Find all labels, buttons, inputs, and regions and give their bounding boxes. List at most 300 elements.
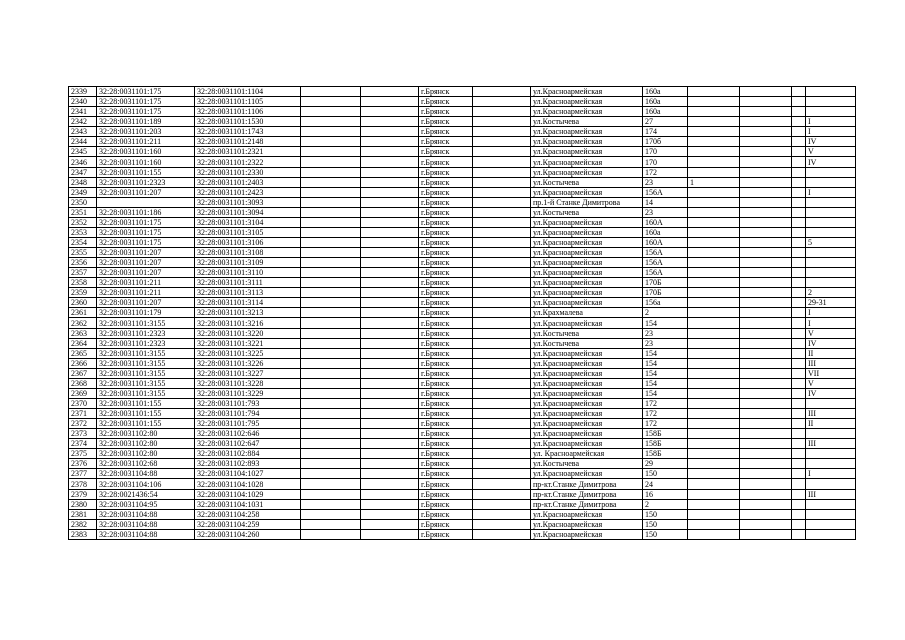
cell-premises-number: V: [806, 378, 856, 388]
cell-city: г.Брянск: [419, 328, 473, 338]
cell-object-cadastral-number: 32:28:0031101:2330: [195, 167, 301, 177]
cell-premises-number: [806, 258, 856, 268]
cell-city: г.Брянск: [419, 499, 473, 509]
cell-blank-col-7: [473, 338, 531, 348]
cell-blank-col-11: [740, 368, 792, 378]
cell-premises-number: I: [806, 318, 856, 328]
cell-street: ул.Красноармейская: [531, 439, 643, 449]
cell-blank-col-5: [361, 117, 419, 127]
cell-city: г.Брянск: [419, 459, 473, 469]
cell-object-cadastral-number: 32:28:0031101:3094: [195, 207, 301, 217]
table-row: [69, 97, 856, 107]
cell-blank-col-4: [301, 388, 361, 398]
cell-blank-col-5: [361, 338, 419, 348]
cell-city: г.Брянск: [419, 207, 473, 217]
cell-blank-col-5: [361, 157, 419, 167]
cell-blank-col-5: [361, 459, 419, 469]
cell-row-number: 2383: [69, 529, 97, 539]
cell-blank-col-12: [792, 107, 806, 117]
cell-building: [688, 308, 740, 318]
cell-building: [688, 157, 740, 167]
cell-blank-col-11: [740, 227, 792, 237]
cell-blank-col-12: [792, 499, 806, 509]
table-row: [69, 227, 856, 237]
cell-building: [688, 248, 740, 258]
cell-blank-col-12: [792, 388, 806, 398]
cell-blank-col-7: [473, 509, 531, 519]
cell-city: г.Брянск: [419, 87, 473, 97]
cell-building: [688, 469, 740, 479]
cell-object-cadastral-number: 32:28:0031101:3093: [195, 197, 301, 207]
cell-premises-number: I: [806, 308, 856, 318]
cell-blank-col-7: [473, 388, 531, 398]
cell-object-cadastral-number: 32:28:0031101:1105: [195, 97, 301, 107]
cell-street: ул.Красноармейская: [531, 127, 643, 137]
cell-premises-number: [806, 479, 856, 489]
cell-city: г.Брянск: [419, 127, 473, 137]
cell-street: ул.Костычева: [531, 177, 643, 187]
cell-blank-col-11: [740, 429, 792, 439]
cell-parcel-cadastral-number: 32:28:0031101:207: [97, 258, 195, 268]
cell-street: ул.Красноармейская: [531, 248, 643, 258]
cell-blank-col-5: [361, 429, 419, 439]
cell-premises-number: I: [806, 127, 856, 137]
cell-premises-number: III: [806, 409, 856, 419]
cell-house-number: 156А: [643, 258, 688, 268]
cell-parcel-cadastral-number: 32:28:0031102:68: [97, 459, 195, 469]
cell-blank-col-11: [740, 217, 792, 227]
cell-building: [688, 258, 740, 268]
table-row: [69, 288, 856, 298]
cell-premises-number: [806, 107, 856, 117]
table-row: [69, 258, 856, 268]
cell-parcel-cadastral-number: 32:28:0031101:175: [97, 227, 195, 237]
cell-street: ул.Красноармейская: [531, 368, 643, 378]
cell-blank-col-12: [792, 248, 806, 258]
cell-parcel-cadastral-number: 32:28:0031101:2323: [97, 177, 195, 187]
cell-parcel-cadastral-number: 32:28:0031101:2323: [97, 338, 195, 348]
cell-object-cadastral-number: 32:28:0031101:2403: [195, 177, 301, 187]
cell-row-number: 2344: [69, 137, 97, 147]
cell-street: ул.Красноармейская: [531, 278, 643, 288]
cell-blank-col-11: [740, 157, 792, 167]
cell-row-number: 2378: [69, 479, 97, 489]
cell-blank-col-5: [361, 187, 419, 197]
cell-blank-col-4: [301, 237, 361, 247]
table-row: [69, 268, 856, 278]
cell-premises-number: VII: [806, 368, 856, 378]
cell-blank-col-4: [301, 398, 361, 408]
table-row: [69, 509, 856, 519]
cell-house-number: 23: [643, 328, 688, 338]
cell-premises-number: [806, 519, 856, 529]
cell-parcel-cadastral-number: 32:28:0031101:175: [97, 97, 195, 107]
cell-house-number: 24: [643, 479, 688, 489]
cell-object-cadastral-number: 32:28:0031104:258: [195, 509, 301, 519]
cell-building: [688, 459, 740, 469]
cell-city: г.Брянск: [419, 248, 473, 258]
cell-blank-col-11: [740, 519, 792, 529]
cell-blank-col-5: [361, 499, 419, 509]
cell-object-cadastral-number: 32:28:0031101:3226: [195, 358, 301, 368]
cell-blank-col-4: [301, 439, 361, 449]
cell-blank-col-5: [361, 248, 419, 258]
cell-blank-col-5: [361, 167, 419, 177]
cell-object-cadastral-number: 32:28:0031101:3229: [195, 388, 301, 398]
cell-row-number: 2368: [69, 378, 97, 388]
cell-blank-col-7: [473, 207, 531, 217]
cell-object-cadastral-number: 32:28:0031101:3216: [195, 318, 301, 328]
cell-house-number: 172: [643, 167, 688, 177]
cell-row-number: 2341: [69, 107, 97, 117]
cell-object-cadastral-number: 32:28:0031102:647: [195, 439, 301, 449]
cell-blank-col-5: [361, 388, 419, 398]
cell-blank-col-12: [792, 127, 806, 137]
cell-blank-col-4: [301, 157, 361, 167]
cell-street: ул.Красноармейская: [531, 288, 643, 298]
cell-blank-col-11: [740, 278, 792, 288]
cell-building: [688, 268, 740, 278]
cell-premises-number: [806, 268, 856, 278]
table-row: [69, 278, 856, 288]
cell-object-cadastral-number: 32:28:0031101:1104: [195, 87, 301, 97]
cell-building: [688, 348, 740, 358]
cell-street: ул.Красноармейская: [531, 187, 643, 197]
cell-blank-col-12: [792, 328, 806, 338]
cell-blank-col-11: [740, 439, 792, 449]
cell-building: [688, 278, 740, 288]
cell-city: г.Брянск: [419, 398, 473, 408]
cell-blank-col-7: [473, 187, 531, 197]
cell-house-number: 158Б: [643, 429, 688, 439]
cell-parcel-cadastral-number: 32:28:0031101:3155: [97, 348, 195, 358]
cell-row-number: 2348: [69, 177, 97, 187]
cell-building: [688, 499, 740, 509]
table-row: [69, 398, 856, 408]
cell-parcel-cadastral-number: 32:28:0031101:160: [97, 147, 195, 157]
cell-building: [688, 429, 740, 439]
cell-object-cadastral-number: 32:28:0031104:1028: [195, 479, 301, 489]
cell-street: ул.Красноармейская: [531, 348, 643, 358]
cell-blank-col-12: [792, 167, 806, 177]
cell-blank-col-7: [473, 469, 531, 479]
table-row: [69, 298, 856, 308]
cell-house-number: 172: [643, 409, 688, 419]
cell-object-cadastral-number: 32:28:0031101:3110: [195, 268, 301, 278]
cell-premises-number: I: [806, 469, 856, 479]
cell-blank-col-4: [301, 278, 361, 288]
cell-row-number: 2380: [69, 499, 97, 509]
cell-parcel-cadastral-number: 32:28:0031104:106: [97, 479, 195, 489]
cell-blank-col-4: [301, 529, 361, 539]
cell-city: г.Брянск: [419, 479, 473, 489]
cell-blank-col-4: [301, 318, 361, 328]
cell-blank-col-5: [361, 368, 419, 378]
cell-house-number: 156А: [643, 248, 688, 258]
cell-blank-col-7: [473, 278, 531, 288]
cell-parcel-cadastral-number: 32:28:0031101:160: [97, 157, 195, 167]
cell-row-number: 2342: [69, 117, 97, 127]
cell-row-number: 2363: [69, 328, 97, 338]
cell-blank-col-11: [740, 378, 792, 388]
cell-object-cadastral-number: 32:28:0031101:1106: [195, 107, 301, 117]
cell-blank-col-5: [361, 378, 419, 388]
cell-blank-col-5: [361, 439, 419, 449]
cell-blank-col-7: [473, 217, 531, 227]
cell-blank-col-4: [301, 97, 361, 107]
cell-house-number: 158Б: [643, 449, 688, 459]
cell-blank-col-12: [792, 298, 806, 308]
cell-blank-col-5: [361, 519, 419, 529]
cell-parcel-cadastral-number: 32:28:0031104:88: [97, 529, 195, 539]
cell-street: пр-кт.Станке Димитрова: [531, 479, 643, 489]
cell-premises-number: 5: [806, 237, 856, 247]
cell-row-number: 2365: [69, 348, 97, 358]
cell-building: [688, 479, 740, 489]
cell-blank-col-11: [740, 237, 792, 247]
cell-blank-col-5: [361, 328, 419, 338]
cell-row-number: 2339: [69, 87, 97, 97]
cell-house-number: 154: [643, 388, 688, 398]
cell-row-number: 2350: [69, 197, 97, 207]
cell-blank-col-4: [301, 308, 361, 318]
cell-blank-col-7: [473, 459, 531, 469]
table-row: [69, 388, 856, 398]
cell-blank-col-11: [740, 348, 792, 358]
cell-blank-col-7: [473, 489, 531, 499]
cell-building: [688, 147, 740, 157]
cell-row-number: 2346: [69, 157, 97, 167]
cell-street: ул.Красноармейская: [531, 217, 643, 227]
cell-house-number: 150: [643, 519, 688, 529]
cell-blank-col-7: [473, 197, 531, 207]
cell-parcel-cadastral-number: 32:28:0031101:3155: [97, 388, 195, 398]
cell-object-cadastral-number: 32:28:0031101:2148: [195, 137, 301, 147]
cell-object-cadastral-number: 32:28:0031101:3109: [195, 258, 301, 268]
cell-parcel-cadastral-number: 32:28:0021436:54: [97, 489, 195, 499]
cell-row-number: 2381: [69, 509, 97, 519]
cell-blank-col-11: [740, 268, 792, 278]
cell-parcel-cadastral-number: 32:28:0031101:3155: [97, 378, 195, 388]
cell-building: [688, 127, 740, 137]
cell-blank-col-4: [301, 258, 361, 268]
cell-blank-col-7: [473, 308, 531, 318]
cell-street: ул.Крахмалева: [531, 308, 643, 318]
cell-premises-number: II: [806, 348, 856, 358]
cell-house-number: 154: [643, 358, 688, 368]
cell-city: г.Брянск: [419, 469, 473, 479]
cell-premises-number: [806, 177, 856, 187]
cell-blank-col-11: [740, 338, 792, 348]
cell-parcel-cadastral-number: 32:28:0031101:211: [97, 288, 195, 298]
cell-row-number: 2362: [69, 318, 97, 328]
cell-city: г.Брянск: [419, 167, 473, 177]
cell-blank-col-12: [792, 117, 806, 127]
cell-blank-col-12: [792, 207, 806, 217]
cell-building: [688, 137, 740, 147]
cell-building: [688, 398, 740, 408]
cell-house-number: 154: [643, 318, 688, 328]
cell-street: пр-кт.Станке Димитрова: [531, 499, 643, 509]
cell-city: г.Брянск: [419, 519, 473, 529]
cell-blank-col-5: [361, 97, 419, 107]
cell-blank-col-12: [792, 489, 806, 499]
cell-row-number: 2372: [69, 419, 97, 429]
table-row: [69, 338, 856, 348]
cell-blank-col-4: [301, 479, 361, 489]
cell-blank-col-12: [792, 378, 806, 388]
cell-house-number: 172: [643, 419, 688, 429]
cell-blank-col-11: [740, 248, 792, 258]
cell-object-cadastral-number: 32:28:0031104:1027: [195, 469, 301, 479]
cell-blank-col-12: [792, 147, 806, 157]
cell-city: г.Брянск: [419, 268, 473, 278]
cell-blank-col-12: [792, 278, 806, 288]
cell-blank-col-4: [301, 469, 361, 479]
cell-blank-col-12: [792, 509, 806, 519]
cell-parcel-cadastral-number: 32:28:0031101:175: [97, 107, 195, 117]
cell-blank-col-11: [740, 167, 792, 177]
cell-premises-number: [806, 499, 856, 509]
cell-house-number: 160а: [643, 107, 688, 117]
cell-premises-number: [806, 449, 856, 459]
table-row: [69, 237, 856, 247]
cell-blank-col-5: [361, 509, 419, 519]
cell-blank-col-7: [473, 157, 531, 167]
cell-building: [688, 187, 740, 197]
cell-street: ул.Красноармейская: [531, 509, 643, 519]
cell-blank-col-12: [792, 197, 806, 207]
table-row: [69, 358, 856, 368]
table-row: [69, 127, 856, 137]
cell-building: [688, 419, 740, 429]
cell-street: ул. Красноармейская: [531, 449, 643, 459]
cell-blank-col-7: [473, 439, 531, 449]
cell-blank-col-11: [740, 147, 792, 157]
cell-premises-number: [806, 278, 856, 288]
cell-blank-col-4: [301, 509, 361, 519]
cell-house-number: 174: [643, 127, 688, 137]
cell-blank-col-7: [473, 328, 531, 338]
cell-row-number: 2355: [69, 248, 97, 258]
cell-blank-col-7: [473, 368, 531, 378]
cell-blank-col-5: [361, 288, 419, 298]
cell-street: ул.Красноармейская: [531, 137, 643, 147]
table-row: [69, 207, 856, 217]
cell-object-cadastral-number: 32:28:0031101:2322: [195, 157, 301, 167]
table-row: [69, 197, 856, 207]
cell-parcel-cadastral-number: 32:28:0031101:2323: [97, 328, 195, 338]
cell-blank-col-4: [301, 368, 361, 378]
cell-blank-col-7: [473, 348, 531, 358]
table-row: [69, 187, 856, 197]
cell-blank-col-11: [740, 87, 792, 97]
cell-blank-col-4: [301, 217, 361, 227]
cell-building: [688, 288, 740, 298]
cell-blank-col-5: [361, 409, 419, 419]
cell-parcel-cadastral-number: 32:28:0031101:203: [97, 127, 195, 137]
cell-blank-col-5: [361, 237, 419, 247]
cell-blank-col-7: [473, 429, 531, 439]
cell-building: 1: [688, 177, 740, 187]
cell-blank-col-12: [792, 187, 806, 197]
cell-blank-col-11: [740, 489, 792, 499]
cell-blank-col-12: [792, 429, 806, 439]
cell-house-number: 154: [643, 348, 688, 358]
cell-blank-col-5: [361, 207, 419, 217]
cell-row-number: 2358: [69, 278, 97, 288]
cell-object-cadastral-number: 32:28:0031101:3106: [195, 237, 301, 247]
cell-house-number: 170Б: [643, 278, 688, 288]
table-row: [69, 529, 856, 539]
cell-city: г.Брянск: [419, 137, 473, 147]
cell-street: ул.Красноармейская: [531, 298, 643, 308]
cell-premises-number: I: [806, 117, 856, 127]
cell-house-number: 156а: [643, 298, 688, 308]
cell-city: г.Брянск: [419, 358, 473, 368]
cell-blank-col-12: [792, 409, 806, 419]
cell-blank-col-7: [473, 378, 531, 388]
cell-city: г.Брянск: [419, 217, 473, 227]
cell-house-number: 170: [643, 147, 688, 157]
cell-street: ул.Красноармейская: [531, 409, 643, 419]
cell-street: ул.Красноармейская: [531, 318, 643, 328]
cell-parcel-cadastral-number: 32:28:0031101:207: [97, 268, 195, 278]
cell-street: ул.Красноармейская: [531, 227, 643, 237]
cell-parcel-cadastral-number: 32:28:0031101:175: [97, 217, 195, 227]
cell-street: ул.Красноармейская: [531, 268, 643, 278]
cell-premises-number: IV: [806, 157, 856, 167]
cell-blank-col-5: [361, 419, 419, 429]
table-row: [69, 318, 856, 328]
cell-street: ул.Красноармейская: [531, 378, 643, 388]
cell-house-number: 23: [643, 338, 688, 348]
cell-blank-col-12: [792, 288, 806, 298]
table-row: [69, 107, 856, 117]
cell-house-number: 2: [643, 308, 688, 318]
cell-premises-number: III: [806, 358, 856, 368]
cell-parcel-cadastral-number: 32:28:0031101:155: [97, 419, 195, 429]
cell-object-cadastral-number: 32:28:0031101:3111: [195, 278, 301, 288]
cell-street: ул.Красноармейская: [531, 519, 643, 529]
cell-blank-col-11: [740, 479, 792, 489]
table-row: [69, 157, 856, 167]
cell-blank-col-4: [301, 328, 361, 338]
cell-blank-col-4: [301, 419, 361, 429]
cell-blank-col-7: [473, 529, 531, 539]
cell-blank-col-11: [740, 288, 792, 298]
cell-parcel-cadastral-number: 32:28:0031101:211: [97, 278, 195, 288]
cell-blank-col-4: [301, 87, 361, 97]
cell-blank-col-4: [301, 288, 361, 298]
cell-parcel-cadastral-number: [97, 197, 195, 207]
cell-building: [688, 97, 740, 107]
cell-premises-number: 2: [806, 288, 856, 298]
cell-blank-col-7: [473, 147, 531, 157]
cell-blank-col-4: [301, 409, 361, 419]
cell-blank-col-5: [361, 449, 419, 459]
cell-object-cadastral-number: 32:28:0031101:1743: [195, 127, 301, 137]
cell-parcel-cadastral-number: 32:28:0031101:175: [97, 87, 195, 97]
cell-blank-col-5: [361, 147, 419, 157]
table-row: [69, 308, 856, 318]
cell-blank-col-11: [740, 358, 792, 368]
cell-premises-number: [806, 529, 856, 539]
cell-building: [688, 409, 740, 419]
cell-blank-col-12: [792, 97, 806, 107]
cell-blank-col-7: [473, 177, 531, 187]
cell-building: [688, 529, 740, 539]
